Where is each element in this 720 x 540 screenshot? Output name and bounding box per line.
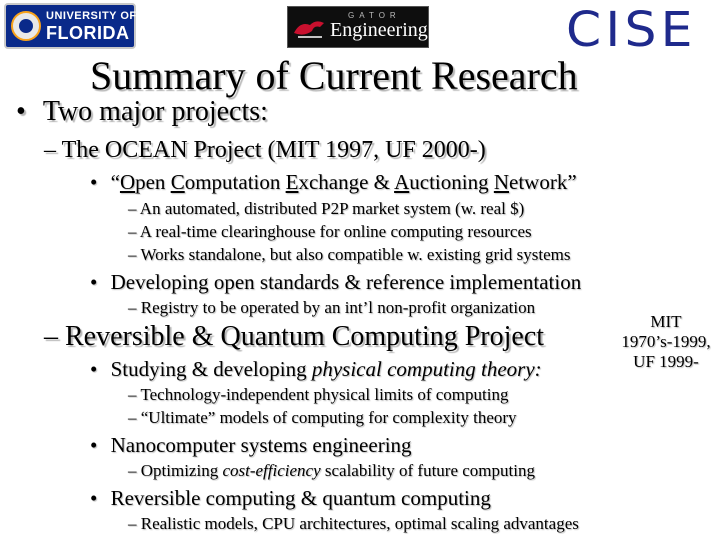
slide-title: Summary of Current Research	[90, 53, 578, 98]
bullet-text: Developing open standards & reference implementation	[110, 270, 582, 294]
bullet-icon: •	[90, 433, 98, 457]
engineering-logo-small-text: GATOR	[348, 11, 401, 20]
note-line-1: MIT	[650, 312, 682, 331]
uf-logo-line2: FLORIDA	[46, 23, 130, 43]
sub-item-emphasis: cost-efficiency	[222, 461, 321, 480]
uf-seal-icon	[11, 11, 41, 41]
acronym-letter-e: E	[285, 170, 299, 194]
quote-open: “	[110, 170, 120, 194]
bullet-text: Two major projects:	[42, 96, 268, 127]
sub-item-physical-limits: – Technology-independent physical limits of computing	[128, 385, 509, 404]
sub-item-realistic-models: – Realistic models, CPU architectures, optimal scaling advantages	[128, 514, 579, 533]
cise-logo-text: CISE	[566, 2, 697, 58]
gator-icon	[292, 11, 326, 41]
acronym-word-auctioning: uctioning	[409, 170, 494, 194]
bullet-text: Reversible computing & quantum computing	[110, 486, 491, 510]
bullet-icon: •	[90, 486, 98, 510]
uf-logo-line1: UNIVERSITY OF	[46, 10, 137, 22]
reversible-quantum-project-line: – Reversible & Quantum Computing Project	[44, 321, 545, 352]
note-line-2: 1970’s-1999,	[621, 332, 711, 351]
bullet-two-major-projects	[16, 96, 268, 128]
sub-item-cost-efficiency	[128, 461, 535, 481]
acronym-letter-n: N	[493, 170, 510, 194]
ocean-acronym-line	[90, 170, 577, 195]
sub-item-standalone: – Works standalone, but also compatible w. existing grid systems	[128, 245, 571, 264]
acronym-word-computation: omputation	[184, 170, 286, 194]
bullet-icon: •	[90, 270, 98, 294]
ocean-project-line: – The OCEAN Project (MIT 1997, UF 2000-)	[44, 137, 486, 163]
bullet-text: Studying & developing	[110, 357, 312, 381]
acronym-word-exchange: xchange &	[298, 170, 395, 194]
sub-item-registry: – Registry to be operated by an int’l non-profit organization	[128, 298, 536, 317]
bullet-developing-standards	[90, 270, 581, 295]
note-line-3: UF 1999-	[633, 352, 699, 371]
acronym-word-network: etwork”	[509, 170, 577, 194]
bullet-reversible-quantum	[90, 486, 491, 511]
bullet-physical-theory	[90, 357, 542, 382]
acronym-letter-o: O	[119, 170, 136, 194]
bullet-nanocomputer	[90, 433, 412, 458]
acronym-letter-a: A	[394, 170, 410, 194]
cise-logo	[566, 2, 716, 58]
bullet-text-emphasis: physical computing theory:	[311, 357, 542, 381]
bullet-icon: •	[16, 96, 26, 127]
sub-item-text: – Optimizing	[128, 461, 223, 480]
sub-item-automated: – An automated, distributed P2P market system (w. real $)	[128, 199, 525, 218]
bullet-icon: •	[90, 170, 98, 194]
bullet-icon: •	[90, 357, 98, 381]
acronym-word-open: pen	[135, 170, 171, 194]
bullet-text: Nanocomputer systems engineering	[110, 433, 412, 457]
engineering-logo-text: Engineering	[330, 19, 428, 41]
engineering-logo	[287, 6, 429, 48]
uf-logo	[4, 3, 136, 49]
project-dates-note	[612, 312, 720, 372]
acronym-letter-c: C	[170, 170, 185, 194]
sub-item-clearinghouse: – A real-time clearinghouse for online computing resources	[128, 222, 532, 241]
sub-item-text-end: scalability of future computing	[320, 461, 535, 480]
sub-item-ultimate-models: – “Ultimate” models of computing for complexity theory	[128, 408, 517, 427]
